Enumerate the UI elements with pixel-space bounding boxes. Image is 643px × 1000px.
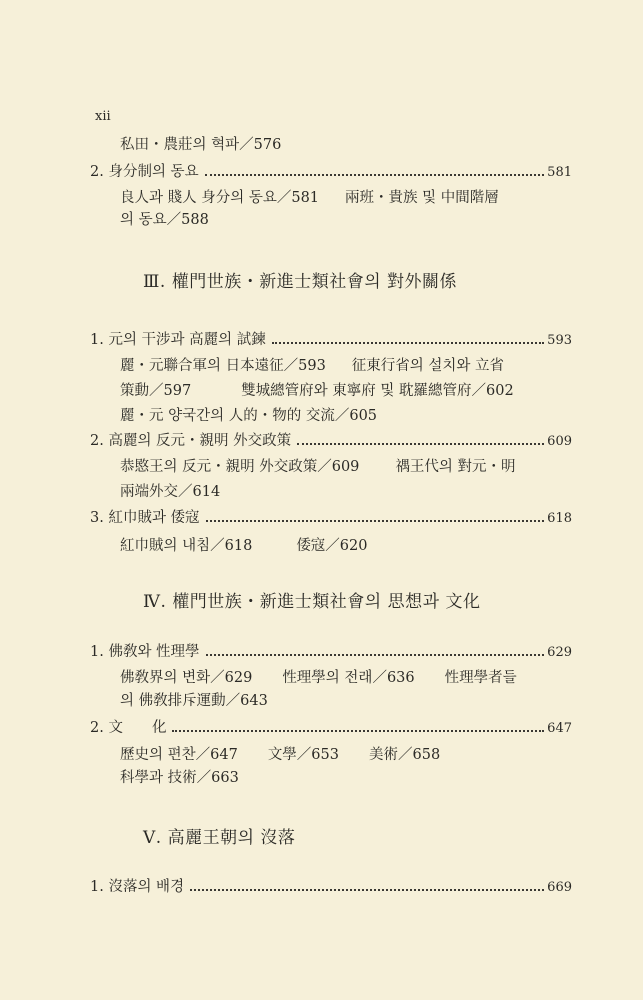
toc-subitem: 私田・農莊의 혁파／576 xyxy=(120,137,282,153)
toc-subitem: 의 佛敎排斥運動／643 xyxy=(120,693,268,709)
toc-subitem: 佛敎界의 변화／629 xyxy=(120,670,253,686)
toc-subitem-line xyxy=(120,381,514,401)
dot-leader xyxy=(190,889,544,891)
toc-entry-title: 3. 紅巾賊과 倭寇 xyxy=(90,510,200,526)
dot-leader xyxy=(206,520,545,522)
toc-entry-title: 2. 文 化 xyxy=(90,720,167,736)
dot-leader xyxy=(297,443,544,445)
dot-leader xyxy=(206,654,545,656)
toc-subitem: 征東行省의 설치와 立省 xyxy=(351,358,505,374)
toc-entry xyxy=(90,877,572,898)
toc-page-number: 647 xyxy=(547,721,572,736)
toc-subitem: 兩端外交／614 xyxy=(120,484,221,500)
toc-subitem: 性理學者들 xyxy=(444,670,517,686)
toc-subitem: 兩班・貴族 및 中間階層 xyxy=(345,190,499,206)
toc-subitem: 性理學의 전래／636 xyxy=(282,670,415,686)
toc-subitem: 의 동요／588 xyxy=(120,212,209,228)
toc-subitem: 美術／658 xyxy=(369,747,441,763)
toc-entry xyxy=(90,330,572,351)
toc-subitem: 麗・元聯合軍의 日本遠征／593 xyxy=(120,358,326,374)
toc-entry-title: 1. 佛敎와 性理學 xyxy=(90,644,200,660)
toc-subitem: 倭寇／620 xyxy=(296,538,368,554)
toc-subitem: 麗・元 양국간의 人的・物的 交流／605 xyxy=(120,408,378,424)
toc-subitem: 科學과 技術／663 xyxy=(120,770,239,786)
toc-subitem-line xyxy=(120,745,440,765)
part-heading: Ⅳ. 權門世族・新進士類社會의 思想과 文化 xyxy=(143,592,481,612)
toc-entry-title: 1. 元의 干涉과 高麗의 試鍊 xyxy=(90,332,266,348)
toc-subitem: 雙城總管府와 東寧府 및 耽羅總管府／602 xyxy=(241,383,514,399)
toc-subitem-line xyxy=(120,536,368,556)
toc-subitem-line xyxy=(120,356,504,376)
part-heading: Ⅴ. 高麗王朝의 沒落 xyxy=(143,828,296,848)
toc-entry xyxy=(90,718,572,739)
toc-page-number: 609 xyxy=(547,434,572,449)
dot-leader xyxy=(172,730,544,732)
toc-entry xyxy=(90,508,572,529)
toc-subitem-line xyxy=(120,457,516,477)
toc-subitem: 文學／653 xyxy=(267,747,339,763)
toc-page-number: 629 xyxy=(547,645,572,660)
toc-entry xyxy=(90,642,572,663)
toc-entry xyxy=(90,162,572,183)
toc-subitem-line xyxy=(120,188,499,208)
toc-subitem: 紅巾賊의 내침／618 xyxy=(120,538,253,554)
toc-page-number: 669 xyxy=(547,880,572,895)
toc-page-number: 581 xyxy=(547,165,572,180)
toc-subitem: 歷史의 편찬／647 xyxy=(120,747,238,763)
page-folio: xii xyxy=(95,109,111,124)
toc-entry-title: 1. 沒落의 배경 xyxy=(90,879,185,895)
toc-subitem: 良人과 賤人 身分의 동요／581 xyxy=(120,190,320,206)
toc-entry-title: 2. 身分制의 동요 xyxy=(90,164,199,180)
dot-leader xyxy=(272,342,544,344)
toc-page-number: 618 xyxy=(547,511,572,526)
toc-subitem-line xyxy=(120,668,517,688)
toc-entry-title: 2. 高麗의 反元・親明 外交政策 xyxy=(90,433,292,449)
toc-subitem: 策動／597 xyxy=(120,383,192,399)
part-heading: Ⅲ. 權門世族・新進士類社會의 對外關係 xyxy=(143,272,458,292)
toc-entry xyxy=(90,431,572,452)
toc-subitem: 恭愍王의 反元・親明 外交政策／609 xyxy=(120,459,360,475)
toc-subitem: 禑王代의 對元・明 xyxy=(395,459,516,475)
dot-leader xyxy=(205,174,545,176)
toc-page-number: 593 xyxy=(547,333,572,348)
